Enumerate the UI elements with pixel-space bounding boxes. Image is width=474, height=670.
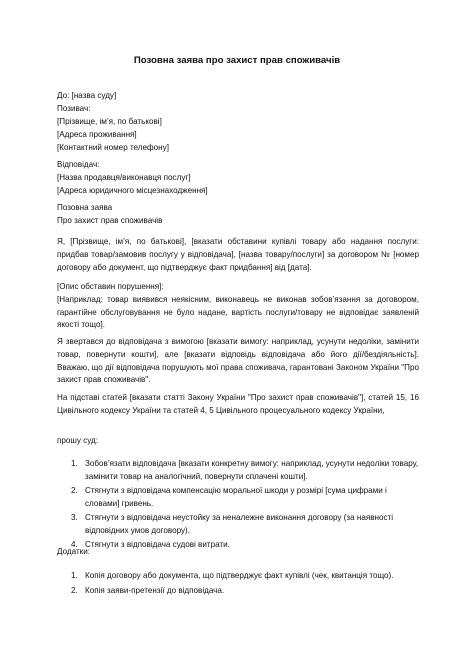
circumstances-text: [Наприклад: товар виявився неякісним, виконавець не виконав зобов’язання за договором, гарантійне обслуговування не було надане, вартість послуги/товару не відповідає заявленій якості тощо].: [57, 294, 419, 330]
list-text: Копія договору або документа, що підтверджує факт купівлі (чек, квитанція тощо).: [85, 571, 394, 580]
document-title: Позовна заява про захист прав споживачів: [133, 55, 341, 66]
defendant-heading: Відповідач:: [57, 160, 100, 169]
list-number: 3.: [71, 513, 78, 522]
defendant-address: [Адреса юридичного місцезнаходження]: [57, 186, 208, 195]
defendant-name: [Назва продавця/виконавця послуг]: [57, 173, 191, 182]
claims-list: [57, 458, 421, 554]
attachments-heading: Додатки:: [57, 547, 90, 556]
plaintiff-name: [Прізвище, ім’я, по батькові]: [57, 117, 162, 126]
attachments-list: [57, 570, 421, 599]
list-number: 4.: [71, 540, 78, 549]
list-number: 2.: [71, 585, 78, 595]
defendant-block: [57, 158, 419, 197]
list-item: [57, 485, 421, 510]
ask-line: прошу суд:: [57, 436, 98, 445]
doc-type-line1: Позовна заява: [57, 203, 113, 212]
list-item: [57, 512, 421, 537]
legal-basis-paragraph: На підставі статей [вказати статті Закону України "Про захист прав споживачів"], статей 15, 16 Цивільного кодексу України та статей 4, 5 Цивільного процесуального кодексу України,: [57, 393, 419, 415]
list-item: [57, 458, 421, 483]
appeal-paragraph: Я звертався до відповідача з вимогою [вказати вимогу: наприклад, усунути недоліки, замінити товар, повернути кошти], але [вказати відповідь відповідача або його дії/бездіяльність]. Вважаю, що дії відповідача порушують мої права споживача, гарантовані Законом України "Про захист прав споживачів".: [57, 337, 419, 385]
plaintiff-phone: [Контактний номер телефону]: [57, 143, 169, 152]
list-text: Стягнути з відповідача судові витрати.: [85, 540, 230, 549]
parties-block: [57, 89, 419, 154]
list-item: [57, 585, 421, 598]
list-text: Стягнути з відповідача компенсацію моральної шкоди у розмірі [сума цифрами і словами] гривень.: [85, 486, 387, 508]
list-number: 2.: [71, 486, 78, 495]
circumstances-block: [57, 281, 419, 332]
list-text: Копія заяви-претензії до відповідача.: [85, 585, 225, 595]
intro-paragraph: Я, [Прізвище, ім’я, по батькові], [вказати обставини купівлі товару або надання послуги: придбав товар/замовив послугу у відповідача], [назва товару/послуги] за договором № [номер договору або документ, що підтверджує факт придбання] від [дата].: [57, 237, 419, 272]
circumstances-heading: [Опис обставин порушення]:: [57, 282, 164, 291]
list-number: 1.: [71, 459, 78, 468]
doc-type-block: [57, 201, 419, 227]
list-text: Стягнути з відповідача неустойку за неналежне виконання договору (за наявності відповідних умов договору).: [85, 513, 394, 535]
doc-type-line2: Про захист прав споживачів: [57, 216, 163, 225]
list-number: 1.: [71, 571, 78, 580]
plaintiff-heading: Позивач:: [57, 104, 91, 113]
court-line: До: [назва суду]: [57, 91, 117, 100]
plaintiff-address: [Адреса проживання]: [57, 130, 137, 139]
list-text: Зобов’язати відповідача [вказати конкретну вимогу: наприклад, усунути недоліки товару, замінити товар на аналогічний, повернути сплачені кошти].: [85, 459, 419, 481]
list-item: [57, 570, 421, 583]
